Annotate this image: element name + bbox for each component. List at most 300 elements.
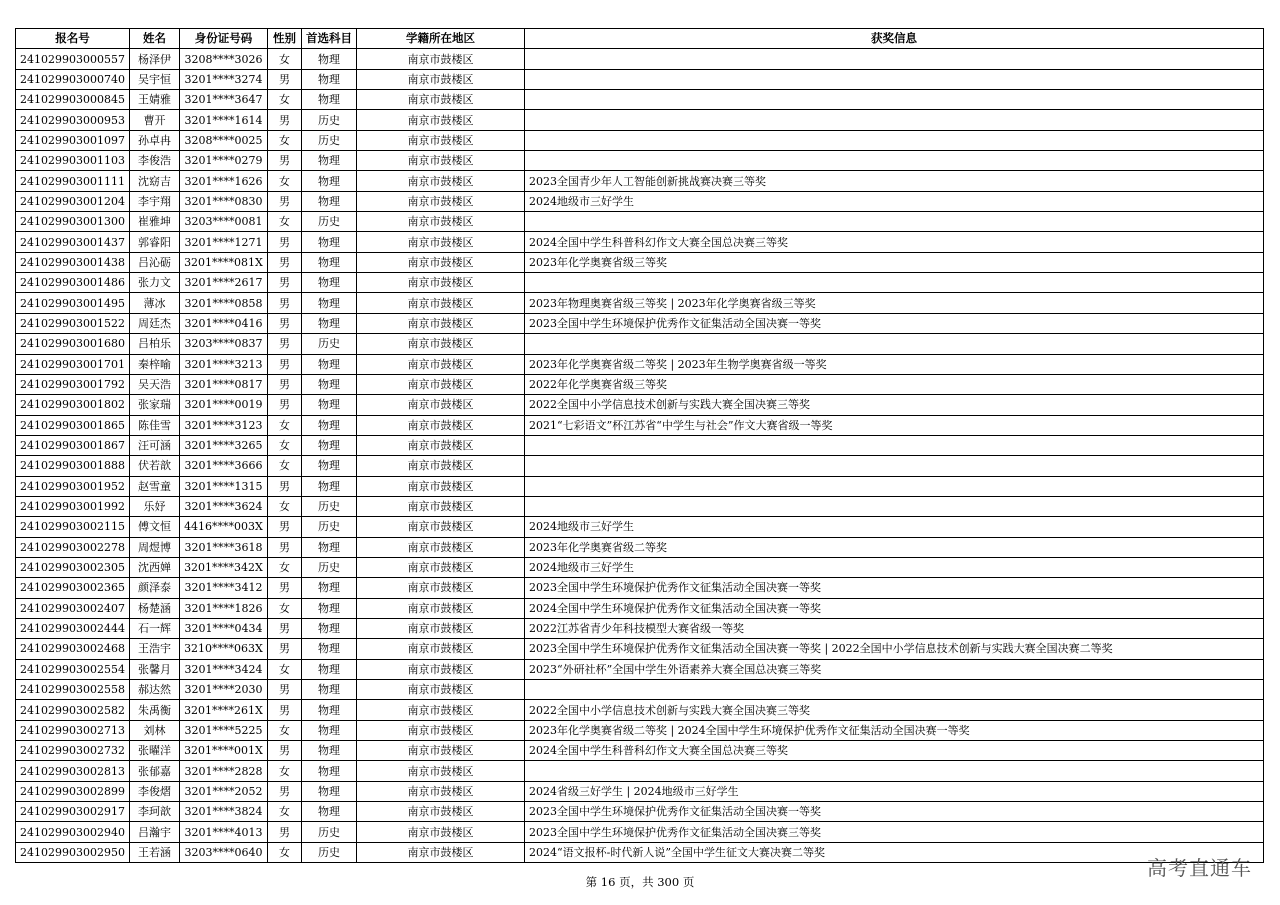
registration-no-cell: 241029903001680 [16, 334, 130, 354]
subject-cell: 物理 [301, 720, 356, 740]
subject-cell: 物理 [301, 618, 356, 638]
table-row [16, 456, 1264, 476]
subject-cell: 物理 [301, 639, 356, 659]
id-number-cell: 3201****1826 [179, 598, 267, 618]
name-cell: 郝达然 [129, 680, 179, 700]
registration-no-cell: 241029903001103 [16, 151, 130, 171]
registration-no-cell: 241029903002713 [16, 720, 130, 740]
region-cell: 南京市鼓楼区 [356, 557, 524, 577]
subject-cell: 物理 [301, 374, 356, 394]
region-cell: 南京市鼓楼区 [356, 171, 524, 191]
subject-cell: 物理 [301, 659, 356, 679]
name-cell: 秦梓喻 [129, 354, 179, 374]
table-row [16, 842, 1264, 862]
header-registration-no: 报名号 [16, 29, 130, 49]
region-cell: 南京市鼓楼区 [356, 496, 524, 516]
subject-cell: 物理 [301, 435, 356, 455]
region-cell: 南京市鼓楼区 [356, 191, 524, 211]
table-row [16, 334, 1264, 354]
awards-cell: 2023全国中学生环境保护优秀作文征集活动全国决赛一等奖 | 2022全国中小学信息技术创新与实践大赛全国决赛二等奖 [524, 639, 1263, 659]
gender-cell: 女 [267, 130, 301, 150]
header-id-number: 身份证号码 [179, 29, 267, 49]
awards-cell: 2022江苏省青少年科技模型大赛省级一等奖 [524, 618, 1263, 638]
id-number-cell: 3201****1614 [179, 110, 267, 130]
subject-cell: 物理 [301, 191, 356, 211]
subject-cell: 物理 [301, 49, 356, 69]
name-cell: 周煜博 [129, 537, 179, 557]
registration-no-cell: 241029903002950 [16, 842, 130, 862]
header-gender: 性别 [267, 29, 301, 49]
region-cell: 南京市鼓楼区 [356, 374, 524, 394]
name-cell: 曹开 [129, 110, 179, 130]
name-cell: 孙卓冉 [129, 130, 179, 150]
id-number-cell: 3201****0817 [179, 374, 267, 394]
region-cell: 南京市鼓楼区 [356, 476, 524, 496]
id-number-cell: 3201****3265 [179, 435, 267, 455]
awards-cell: 2024全国中学生环境保护优秀作文征集活动全国决赛一等奖 [524, 598, 1263, 618]
name-cell: 吴宇恒 [129, 69, 179, 89]
gender-cell: 女 [267, 761, 301, 781]
id-number-cell: 3201****0416 [179, 313, 267, 333]
id-number-cell: 3201****3824 [179, 802, 267, 822]
registration-no-cell: 241029903001992 [16, 496, 130, 516]
table-row [16, 659, 1264, 679]
table-row [16, 720, 1264, 740]
subject-cell: 物理 [301, 761, 356, 781]
registration-no-cell: 241029903001097 [16, 130, 130, 150]
id-number-cell: 3201****3213 [179, 354, 267, 374]
table-row [16, 435, 1264, 455]
registration-no-cell: 241029903001792 [16, 374, 130, 394]
table-row [16, 700, 1264, 720]
subject-cell: 历史 [301, 822, 356, 842]
region-cell: 南京市鼓楼区 [356, 232, 524, 252]
table-row [16, 191, 1264, 211]
registration-no-cell: 241029903001300 [16, 212, 130, 232]
table-row [16, 49, 1264, 69]
gender-cell: 男 [267, 822, 301, 842]
id-number-cell: 3203****0837 [179, 334, 267, 354]
table-row [16, 618, 1264, 638]
name-cell: 吕沁砺 [129, 252, 179, 272]
region-cell: 南京市鼓楼区 [356, 639, 524, 659]
id-number-cell: 3201****0434 [179, 618, 267, 638]
gender-cell: 女 [267, 212, 301, 232]
header-region: 学籍所在地区 [356, 29, 524, 49]
region-cell: 南京市鼓楼区 [356, 334, 524, 354]
subject-cell: 物理 [301, 252, 356, 272]
region-cell: 南京市鼓楼区 [356, 618, 524, 638]
subject-cell: 物理 [301, 232, 356, 252]
awards-cell: 2023全国中学生环境保护优秀作文征集活动全国决赛一等奖 [524, 313, 1263, 333]
id-number-cell: 3201****0830 [179, 191, 267, 211]
gender-cell: 女 [267, 171, 301, 191]
registration-no-cell: 241029903001437 [16, 232, 130, 252]
region-cell: 南京市鼓楼区 [356, 49, 524, 69]
awards-cell: 2023年化学奥赛省级二等奖 [524, 537, 1263, 557]
name-cell: 张郁嘉 [129, 761, 179, 781]
subject-cell: 物理 [301, 273, 356, 293]
registration-no-cell: 241029903002407 [16, 598, 130, 618]
subject-cell: 物理 [301, 171, 356, 191]
subject-cell: 历史 [301, 496, 356, 516]
id-number-cell: 3201****342X [179, 557, 267, 577]
gender-cell: 女 [267, 90, 301, 110]
table-row [16, 537, 1264, 557]
region-cell: 南京市鼓楼区 [356, 90, 524, 110]
region-cell: 南京市鼓楼区 [356, 741, 524, 761]
subject-cell: 物理 [301, 69, 356, 89]
awards-cell [524, 680, 1263, 700]
registration-no-cell: 241029903001111 [16, 171, 130, 191]
table-row [16, 761, 1264, 781]
registration-no-cell: 241029903001867 [16, 435, 130, 455]
table-row [16, 557, 1264, 577]
table-row [16, 171, 1264, 191]
awards-cell: 2023全国中学生环境保护优秀作文征集活动全国决赛一等奖 [524, 578, 1263, 598]
region-cell: 南京市鼓楼区 [356, 680, 524, 700]
region-cell: 南京市鼓楼区 [356, 802, 524, 822]
registration-no-cell: 241029903002444 [16, 618, 130, 638]
header-name: 姓名 [129, 29, 179, 49]
gender-cell: 男 [267, 741, 301, 761]
awards-cell [524, 130, 1263, 150]
region-cell: 南京市鼓楼区 [356, 252, 524, 272]
awards-cell [524, 456, 1263, 476]
name-cell: 张力文 [129, 273, 179, 293]
name-cell: 吴天浩 [129, 374, 179, 394]
awards-cell: 2024“语文报杯-时代新人说”全国中学生征文大赛决赛二等奖 [524, 842, 1263, 862]
name-cell: 张曜洋 [129, 741, 179, 761]
watermark: 高考直通车 [1147, 856, 1252, 880]
gender-cell: 男 [267, 334, 301, 354]
registration-no-cell: 241029903002554 [16, 659, 130, 679]
gender-cell: 男 [267, 537, 301, 557]
table-row [16, 212, 1264, 232]
registration-no-cell: 241029903001204 [16, 191, 130, 211]
name-cell: 崔雅坤 [129, 212, 179, 232]
awards-cell [524, 496, 1263, 516]
table-row [16, 598, 1264, 618]
registration-no-cell: 241029903002468 [16, 639, 130, 659]
name-cell: 沈西婵 [129, 557, 179, 577]
id-number-cell: 3201****0279 [179, 151, 267, 171]
awards-cell: 2023年化学奥赛省级二等奖 | 2024全国中学生环境保护优秀作文征集活动全国决赛一等奖 [524, 720, 1263, 740]
region-cell: 南京市鼓楼区 [356, 842, 524, 862]
gender-cell: 男 [267, 252, 301, 272]
gender-cell: 男 [267, 313, 301, 333]
gender-cell: 女 [267, 720, 301, 740]
subject-cell: 物理 [301, 151, 356, 171]
id-number-cell: 3203****0081 [179, 212, 267, 232]
awards-cell [524, 334, 1263, 354]
region-cell: 南京市鼓楼区 [356, 435, 524, 455]
subject-cell: 物理 [301, 90, 356, 110]
region-cell: 南京市鼓楼区 [356, 781, 524, 801]
id-number-cell: 3201****3123 [179, 415, 267, 435]
awards-cell [524, 90, 1263, 110]
name-cell: 杨泽伊 [129, 49, 179, 69]
region-cell: 南京市鼓楼区 [356, 212, 524, 232]
gender-cell: 女 [267, 435, 301, 455]
subject-cell: 物理 [301, 476, 356, 496]
subject-cell: 物理 [301, 313, 356, 333]
id-number-cell: 3208****0025 [179, 130, 267, 150]
table-row [16, 781, 1264, 801]
region-cell: 南京市鼓楼区 [356, 598, 524, 618]
region-cell: 南京市鼓楼区 [356, 537, 524, 557]
registration-no-cell: 241029903000845 [16, 90, 130, 110]
gender-cell: 男 [267, 680, 301, 700]
gender-cell: 男 [267, 781, 301, 801]
subject-cell: 物理 [301, 395, 356, 415]
id-number-cell: 3201****3618 [179, 537, 267, 557]
table-row [16, 822, 1264, 842]
subject-cell: 物理 [301, 415, 356, 435]
registration-no-cell: 241029903001701 [16, 354, 130, 374]
subject-cell: 历史 [301, 334, 356, 354]
name-cell: 李俊熠 [129, 781, 179, 801]
gender-cell: 男 [267, 395, 301, 415]
registration-no-cell: 241029903002732 [16, 741, 130, 761]
table-body [16, 49, 1264, 863]
id-number-cell: 3201****0019 [179, 395, 267, 415]
name-cell: 王婧雅 [129, 90, 179, 110]
name-cell: 王浩宇 [129, 639, 179, 659]
region-cell: 南京市鼓楼区 [356, 273, 524, 293]
region-cell: 南京市鼓楼区 [356, 354, 524, 374]
name-cell: 刘林 [129, 720, 179, 740]
subject-cell: 物理 [301, 293, 356, 313]
name-cell: 颜泽泰 [129, 578, 179, 598]
table-row [16, 578, 1264, 598]
name-cell: 傅文恒 [129, 517, 179, 537]
name-cell: 伏若歆 [129, 456, 179, 476]
subject-cell: 物理 [301, 354, 356, 374]
awards-cell [524, 476, 1263, 496]
subject-cell: 物理 [301, 802, 356, 822]
gender-cell: 女 [267, 49, 301, 69]
awards-cell: 2024地级市三好学生 [524, 517, 1263, 537]
table-row [16, 293, 1264, 313]
registration-no-cell: 241029903002305 [16, 557, 130, 577]
registration-no-cell: 241029903001522 [16, 313, 130, 333]
registration-no-cell: 241029903002558 [16, 680, 130, 700]
header-row [16, 29, 1264, 49]
registration-no-cell: 241029903002899 [16, 781, 130, 801]
subject-cell: 物理 [301, 537, 356, 557]
id-number-cell: 3201****261X [179, 700, 267, 720]
awards-cell: 2022全国中小学信息技术创新与实践大赛全国决赛三等奖 [524, 395, 1263, 415]
registration-no-cell: 241029903001802 [16, 395, 130, 415]
region-cell: 南京市鼓楼区 [356, 456, 524, 476]
table-row [16, 680, 1264, 700]
registration-no-cell: 241029903002115 [16, 517, 130, 537]
registration-no-cell: 241029903001888 [16, 456, 130, 476]
gender-cell: 男 [267, 639, 301, 659]
awards-cell: 2024地级市三好学生 [524, 557, 1263, 577]
region-cell: 南京市鼓楼区 [356, 659, 524, 679]
awards-cell: 2023全国青少年人工智能创新挑战赛决赛三等奖 [524, 171, 1263, 191]
awards-cell: 2023“外研社杯”全国中学生外语素养大赛全国总决赛三等奖 [524, 659, 1263, 679]
name-cell: 张馨月 [129, 659, 179, 679]
registration-no-cell: 241029903001495 [16, 293, 130, 313]
id-number-cell: 3201****1626 [179, 171, 267, 191]
region-cell: 南京市鼓楼区 [356, 517, 524, 537]
awards-cell: 2022年化学奥赛省级三等奖 [524, 374, 1263, 394]
name-cell: 石一辉 [129, 618, 179, 638]
gender-cell: 女 [267, 415, 301, 435]
registration-no-cell: 241029903001438 [16, 252, 130, 272]
subject-cell: 物理 [301, 741, 356, 761]
gender-cell: 男 [267, 151, 301, 171]
awards-cell: 2024地级市三好学生 [524, 191, 1263, 211]
awards-cell [524, 212, 1263, 232]
id-number-cell: 3201****2030 [179, 680, 267, 700]
awards-cell [524, 761, 1263, 781]
gender-cell: 男 [267, 110, 301, 130]
gender-cell: 女 [267, 659, 301, 679]
table-row [16, 313, 1264, 333]
name-cell: 汪可涵 [129, 435, 179, 455]
region-cell: 南京市鼓楼区 [356, 415, 524, 435]
gender-cell: 女 [267, 496, 301, 516]
name-cell: 乐妤 [129, 496, 179, 516]
id-number-cell: 3201****0858 [179, 293, 267, 313]
id-number-cell: 3201****3424 [179, 659, 267, 679]
table-row [16, 639, 1264, 659]
gender-cell: 男 [267, 232, 301, 252]
id-number-cell: 3201****2052 [179, 781, 267, 801]
table-row [16, 517, 1264, 537]
id-number-cell: 3203****0640 [179, 842, 267, 862]
subject-cell: 物理 [301, 456, 356, 476]
name-cell: 赵雪童 [129, 476, 179, 496]
awards-cell: 2023全国中学生环境保护优秀作文征集活动全国决赛一等奖 [524, 802, 1263, 822]
region-cell: 南京市鼓楼区 [356, 700, 524, 720]
region-cell: 南京市鼓楼区 [356, 395, 524, 415]
name-cell: 王若涵 [129, 842, 179, 862]
table-row [16, 151, 1264, 171]
registration-no-cell: 241029903002365 [16, 578, 130, 598]
name-cell: 杨楚涵 [129, 598, 179, 618]
gender-cell: 男 [267, 273, 301, 293]
id-number-cell: 3201****5225 [179, 720, 267, 740]
registration-no-cell: 241029903000953 [16, 110, 130, 130]
gender-cell: 女 [267, 842, 301, 862]
name-cell: 吕瀚宇 [129, 822, 179, 842]
header-subject: 首选科目 [301, 29, 356, 49]
table-row [16, 90, 1264, 110]
gender-cell: 男 [267, 578, 301, 598]
gender-cell: 男 [267, 517, 301, 537]
awards-cell: 2024全国中学生科普科幻作文大赛全国总决赛三等奖 [524, 741, 1263, 761]
id-number-cell: 3201****1315 [179, 476, 267, 496]
gender-cell: 女 [267, 456, 301, 476]
region-cell: 南京市鼓楼区 [356, 313, 524, 333]
gender-cell: 男 [267, 374, 301, 394]
region-cell: 南京市鼓楼区 [356, 578, 524, 598]
registration-no-cell: 241029903002917 [16, 802, 130, 822]
awards-cell [524, 273, 1263, 293]
name-cell: 吕柏乐 [129, 334, 179, 354]
id-number-cell: 3201****081X [179, 252, 267, 272]
gender-cell: 男 [267, 354, 301, 374]
id-number-cell: 3201****001X [179, 741, 267, 761]
awards-cell: 2023年化学奥赛省级二等奖 | 2023年生物学奥赛省级一等奖 [524, 354, 1263, 374]
registration-no-cell: 241029903002813 [16, 761, 130, 781]
table-row [16, 476, 1264, 496]
registration-no-cell: 241029903001952 [16, 476, 130, 496]
subject-cell: 历史 [301, 557, 356, 577]
award-list-table [15, 28, 1264, 863]
page-footer: 第 16 页，共 300 页 [585, 875, 695, 889]
subject-cell: 物理 [301, 700, 356, 720]
gender-cell: 男 [267, 476, 301, 496]
table-row [16, 415, 1264, 435]
gender-cell: 男 [267, 191, 301, 211]
id-number-cell: 4416****003X [179, 517, 267, 537]
id-number-cell: 3201****3412 [179, 578, 267, 598]
table-row [16, 110, 1264, 130]
awards-cell [524, 69, 1263, 89]
name-cell: 李宇翔 [129, 191, 179, 211]
subject-cell: 物理 [301, 598, 356, 618]
gender-cell: 女 [267, 802, 301, 822]
table-row [16, 69, 1264, 89]
region-cell: 南京市鼓楼区 [356, 822, 524, 842]
region-cell: 南京市鼓楼区 [356, 69, 524, 89]
awards-cell: 2024全国中学生科普科幻作文大赛全国总决赛三等奖 [524, 232, 1263, 252]
id-number-cell: 3201****4013 [179, 822, 267, 842]
name-cell: 李俊浩 [129, 151, 179, 171]
awards-cell: 2023年化学奥赛省级三等奖 [524, 252, 1263, 272]
gender-cell: 男 [267, 293, 301, 313]
table-row [16, 496, 1264, 516]
registration-no-cell: 241029903001865 [16, 415, 130, 435]
region-cell: 南京市鼓楼区 [356, 293, 524, 313]
id-number-cell: 3201****2617 [179, 273, 267, 293]
id-number-cell: 3201****2828 [179, 761, 267, 781]
gender-cell: 男 [267, 618, 301, 638]
subject-cell: 历史 [301, 110, 356, 130]
awards-cell: 2023全国中学生环境保护优秀作文征集活动全国决赛三等奖 [524, 822, 1263, 842]
id-number-cell: 3210****063X [179, 639, 267, 659]
subject-cell: 历史 [301, 212, 356, 232]
registration-no-cell: 241029903002278 [16, 537, 130, 557]
awards-cell: 2023年物理奥赛省级三等奖 | 2023年化学奥赛省级三等奖 [524, 293, 1263, 313]
awards-cell: 2024省级三好学生 | 2024地级市三好学生 [524, 781, 1263, 801]
id-number-cell: 3201****3647 [179, 90, 267, 110]
table-row [16, 741, 1264, 761]
region-cell: 南京市鼓楼区 [356, 130, 524, 150]
table-row [16, 374, 1264, 394]
name-cell: 李珂歆 [129, 802, 179, 822]
awards-cell [524, 49, 1263, 69]
table-row [16, 130, 1264, 150]
name-cell: 陈佳雪 [129, 415, 179, 435]
region-cell: 南京市鼓楼区 [356, 761, 524, 781]
id-number-cell: 3201****3666 [179, 456, 267, 476]
region-cell: 南京市鼓楼区 [356, 720, 524, 740]
registration-no-cell: 241029903000740 [16, 69, 130, 89]
name-cell: 沈窈吉 [129, 171, 179, 191]
table-row [16, 802, 1264, 822]
region-cell: 南京市鼓楼区 [356, 151, 524, 171]
name-cell: 张家瑞 [129, 395, 179, 415]
subject-cell: 历史 [301, 130, 356, 150]
gender-cell: 女 [267, 557, 301, 577]
